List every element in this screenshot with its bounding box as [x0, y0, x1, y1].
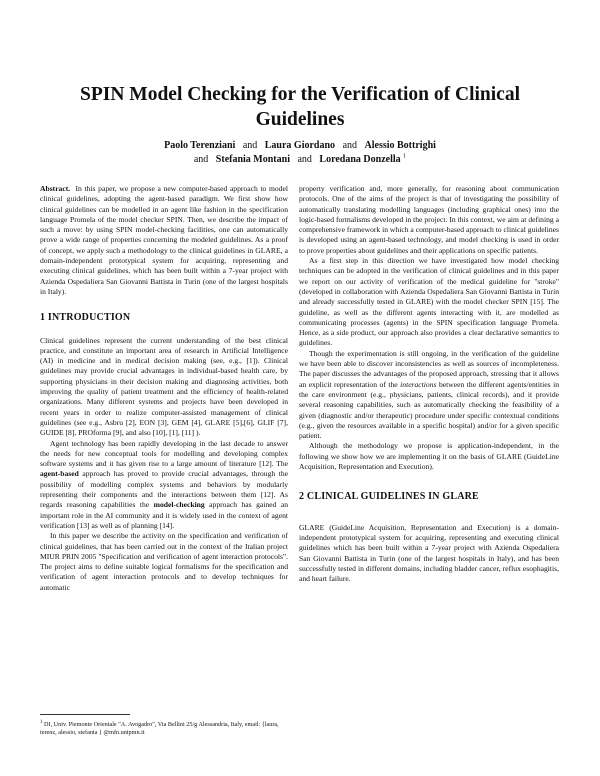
keyword-agent-based: agent-based: [40, 469, 79, 479]
intro-paragraph-1: Clinical guidelines represent the current understanding of the best clinical practice, and constitute an important area of research in Artificial Intelligence (AI) in medicine and in medical decision making (see, e.g., [1]). Clinical guidelines may provide crucial advantages in individual-based health care, by supporting physicians in their decision making and diagnosing activities, both improving the quality of patient treatment and the efficiency of health-related organizations. Many different systems and projects have been developed in recent years in order to realize computer-assisted management of clinical guidelines (see e.g., Asbru [2], EON [3], GEM [4], GLARE [5],[6], GLIF [7], GUIDE [8], PROforma [9], and also [10], [1], [11] ).: [40, 335, 288, 438]
intro-paragraph-3: In this paper we describe the activity on the specification and verification of clinical guidelines, that has been carried out in the context of the Italian project MIUR PRIN 2005 "Specification and verification of agent interaction protocols". The project aims to define suitable logical formalisms for the specification and verification of agent interaction protocols and to develop techniques for automatic: [40, 531, 288, 592]
right-p3-text: Though the experimentation is still ongoing, in the verification of the guideline we have been able to discover inconsistencies as well as sources of incompleteness. The paper discusses the advantages of the proposed approach, stressing that it allows an explicit representation of the: [299, 348, 559, 389]
right-column: [299, 184, 559, 584]
author-block: [40, 139, 560, 167]
right-paragraph-3: [299, 349, 559, 442]
author-name: Stefania Montani: [215, 154, 290, 165]
right-paragraph-1: property verification and, more generally, for reasoning about communication protocols. One of the aims of the project is that of investigating the possibility of automatically translating modelling languages (including graphical ones) into the logic-based formalisms developed in the project. In this context, we aim at defining a comprehensive framework in which a computer-based approach to clinical guidelines is developed using an agent-based technology, and model checking is used in order to prove properties about guidelines and their applications on specific patients.: [299, 184, 559, 255]
footnote-text: DI, Univ. Piemonte Orientale "A. Avogadro", Via Bellini 25/g Alessandria, Italy, email: {laura, terenz, alessio, stefania } @mfn.unipmn.it: [40, 721, 279, 737]
section-heading-introduction: 1 INTRODUCTION: [40, 312, 131, 324]
author-name: Paolo Terenziani: [164, 140, 236, 151]
footnote-rule: [40, 714, 130, 715]
footnote-marker: 1: [403, 153, 407, 160]
author-conjunction: and: [342, 140, 358, 151]
right-paragraph-2: As a first step in this direction we have investigated how model checking techniques can be adopted in the verification of clinical guidelines and in this paper we report on our activity of verification of the medical guideline for "stroke" (developed in collaboration with Azienda Ospedaliera San Giovanni Battista in Turin and already successfully tested in GLARE) with the model checker SPIN [15]. The guideline, as well as the different agents interacting with it, are modelled as communicating processes (agents) in the SPIN specification language Promela. Hence, as a side product, our approach also provides a clear declarative semantics to guidelines.: [299, 256, 559, 348]
intro-p2-text: approach has gained an important role in the AI community and it is widely used in the context of agent verification [13] as well as of planning [14].: [40, 500, 288, 530]
intro-paragraph-2: [40, 439, 288, 532]
section2-paragraph-1: GLARE (GuideLine Acquisition, Representation and Execution) is a domain-independent prototypical system for acquiring, representing and executing clinical guidelines which has been built within a 7-year project with Azienda Ospedaliera San Giovanni Battista in Turin (one of the largest hospitals in Italy), and has been successfully tested in different domains, including bladder cancer, reflux esophagitis, and heart failure.: [299, 522, 559, 584]
intro-p2-text: approach has proved to provide crucial advantages, through the possibility of modelling complex systems and behaviors by modularly representing their components and the interactions between them [12]. As regards reasoning capabilities the: [40, 469, 288, 510]
abstract: [40, 184, 288, 297]
author-conjunction: and: [242, 140, 258, 151]
author-line-1: [40, 139, 560, 153]
keyword-model-checking: model-checking: [153, 500, 205, 510]
emphasis-interactions: interactions: [400, 379, 437, 389]
footnote-mark: 1: [40, 720, 43, 725]
intro-p2-text: Agent technology has been rapidly developing in the last decade to answer the needs for new conceptual tools for modelling and developing complex software systems and it has given rise to a large amount of literature [12]. The: [40, 438, 288, 469]
section-heading-glare: 2 CLINICAL GUIDELINES IN GLARE: [299, 491, 479, 503]
footnote: [40, 719, 288, 738]
abstract-text: In this paper, we propose a new computer-based approach to model clinical guidelines, adopting the agent-based paradigm. We first show how clinical guidelines can be modelled in an agent like fashion in the specification language Promela of the model checker SPIN. Then, we describe the impact of such a move: by using SPIN model-checking facilities, one can automatically prove a wide range of properties concerning the modeled guidelines. As a proof of concept, we apply such a methodology to the clinical guidelines in GLARE, a domain-independent prototypical system for acquiring, representing and executing clinical guidelines, which has been built within a 7-year project with Azienda Ospedaliera San Giovanni Battista in Turin (one of the largest hospitals in Italy).: [40, 184, 289, 296]
right-paragraph-4: Although the methodology we propose is application-independent, in the following we show how we are implementing it on the basis of GLARE (GuideLine Acquisition, Representation and Execution).: [299, 441, 559, 472]
abstract-label: Abstract.: [40, 184, 71, 193]
author-name: Laura Giordano: [264, 140, 336, 151]
author-line-2: [40, 153, 560, 167]
paper-title: SPIN Model Checking for the Verification of Clinical Guidelines: [80, 84, 520, 130]
right-p3-text: between the different agents/entities in the care environment (e.g., physicians, patients, clinical records), and it provide several reasoning capabilities, such as automatically checking the feasibility of a given (diagnostic and/or therapeutic) procedure under specific contextual conditions (e.g., given the resources available in a specific hospital) and/or for a given specific patient.: [299, 379, 559, 441]
author-name: Alessio Bottrighi: [364, 140, 436, 151]
author-conjunction: and: [297, 154, 312, 165]
author-conjunction: and: [193, 154, 209, 165]
left-column: [40, 184, 288, 593]
author-name: Loredana Donzella: [319, 154, 401, 165]
